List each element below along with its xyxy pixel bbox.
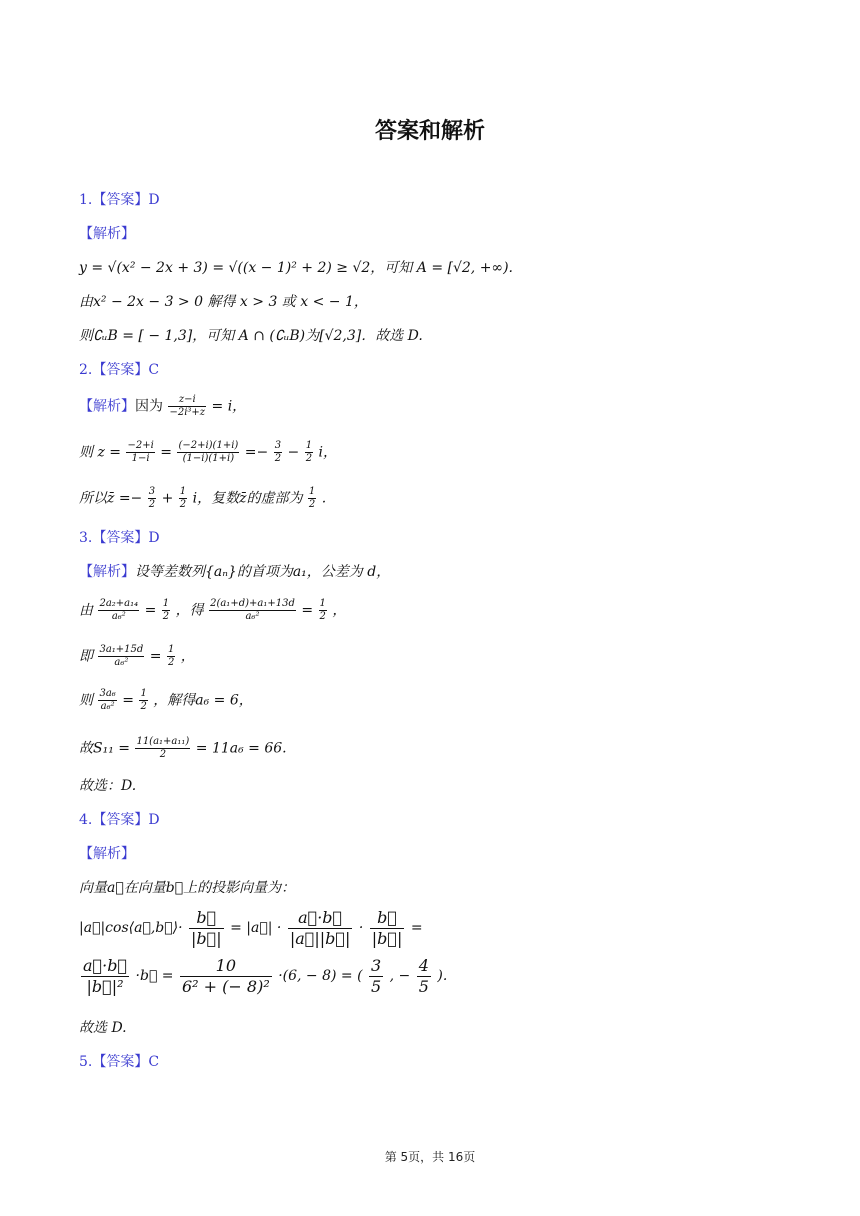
text: ，解得a₆ = 6， [153,692,253,709]
denominator: 2 [274,453,282,464]
numerator: 1 [305,440,313,451]
numerator: b⃗ [370,908,405,929]
denominator: −2i³+z [169,407,206,418]
q4-line-3 [79,954,447,998]
numerator: a⃗·b⃗ [83,955,128,975]
q3-line-4 [79,688,253,713]
fraction [179,486,187,511]
denominator: 6² + (− 8)² [181,976,270,996]
text: = [160,444,172,461]
fraction [189,908,224,949]
text: = |a⃗| · [230,920,282,936]
denominator: |a⃗||b⃗| [289,928,351,948]
numerator: 1 [140,688,147,699]
text: . [321,490,327,507]
fraction [180,956,272,997]
denominator: |b⃗| [371,928,403,948]
text: ·(6, − 8) = ( [278,968,363,984]
numerator: 1 [308,486,316,497]
text: ·b⃗ = [135,968,174,984]
numerator: 11(a₁+a₁₁) [136,736,190,747]
fraction [305,440,313,465]
q2-analysis-label: 【解析】 [79,398,135,415]
text: 故S₁₁ = [79,740,130,757]
fraction [81,956,129,997]
q1-line-3: 则∁ᵤB = [ − 1,3]，可知 A ∩ (∁ᵤB)为[√2,3]．故选 D. [79,328,423,344]
q1-line-1: y = √(x² − 2x + 3) = √((x − 1)² + 2) ≥ √2，可知 A = [√2, +∞). [79,260,513,276]
q1-line-2: 由x² − 2x − 3 > 0 解得 x > 3 或 x < − 1， [79,294,368,310]
text: |a⃗|cos⟨a⃗,b⃗⟩· [79,920,183,936]
numerator: 4 [418,955,429,975]
numerator: 3 [274,440,282,451]
text: 即 [79,648,93,665]
numerator: 3 [148,486,156,497]
text: = i， [211,398,247,415]
text: 设等差数列{aₙ}的首项为a₁，公差为 d， [135,564,391,580]
denominator: a₆² [111,611,126,622]
text: i， [318,444,338,461]
fraction [126,440,154,465]
fraction [167,644,175,669]
denominator: 2 [167,657,175,668]
numerator: 1 [179,486,187,497]
denominator: 5 [371,976,382,996]
fraction [98,644,144,669]
fraction [148,486,156,511]
text: =− [244,444,269,461]
fraction [98,598,139,623]
numerator: −2+i [127,440,154,451]
text: · [358,920,364,936]
q2-answer: 2.【答案】C [79,362,160,378]
q2-line-1 [79,394,246,419]
denominator: 2 [319,611,326,622]
q3-line-3 [79,644,195,669]
fraction [168,394,206,419]
q4-line-1: 向量a⃗在向量b⃗上的投影向量为： [79,880,296,896]
text: , − [389,968,411,984]
text: 所以z̄ =− [79,490,143,507]
text: = [149,648,162,665]
fraction [98,688,116,713]
numerator: 1 [162,598,170,609]
text: = 11a₆ = 66. [195,740,287,757]
fraction [319,598,327,623]
denominator: 2 [179,499,187,510]
q3-analysis-label: 【解析】 [79,564,135,580]
q4-line-2 [79,906,423,950]
fraction [209,598,296,623]
denominator: 2 [305,453,313,464]
numerator: 3a₁+15d [99,644,144,655]
text: = [301,602,314,619]
text: − [287,444,300,461]
numerator: 1 [167,644,175,655]
denominator: 5 [418,976,429,996]
denominator: (1−i)(1+i) [182,453,235,464]
text: 则 [79,692,93,709]
fraction [417,956,431,997]
fraction [274,440,282,465]
denominator: 2 [140,701,147,712]
text: i，复数z̄的虚部为 [192,490,303,507]
fraction [370,908,405,949]
numerator: a⃗·b⃗ [288,908,353,929]
text: ， [180,648,195,665]
numerator: 3a₆ [99,688,116,699]
denominator: |b⃗|² [86,976,124,996]
q1-answer: 1.【答案】D [79,192,160,208]
q2-line-2 [79,440,337,465]
q3-line-2 [79,598,346,623]
fraction [139,688,147,713]
text: = [410,920,423,936]
numerator: 2(a₁+d)+a₁+13d [210,598,295,609]
q4-line-4: 故选 D. [79,1020,127,1036]
denominator: 2 [162,611,170,622]
text: = [144,602,157,619]
page-title: 答案和解析 [374,119,485,144]
q3-line-5 [79,736,287,761]
text: 则 z = [79,444,122,461]
denominator: |b⃗| [191,928,222,948]
text: ). [437,968,448,984]
numerator: z−i [168,394,206,407]
denominator: 2 [148,499,156,510]
fraction [288,908,353,949]
page-footer: 第 5页，共 16页 [384,1150,476,1164]
text: = [122,692,134,709]
text: + [161,490,174,507]
fraction [177,440,239,465]
q4-answer: 4.【答案】D [79,812,160,828]
denominator: 2 [159,749,167,760]
q4-analysis-label: 【解析】 [79,846,135,862]
q5-answer: 5.【答案】C [79,1054,160,1070]
denominator: 1−i [131,453,150,464]
text: ， [332,602,347,619]
denominator: a₆² [114,657,129,668]
q3-answer: 3.【答案】D [79,530,160,546]
fraction [162,598,170,623]
text: 由 [79,602,93,619]
q3-line-1 [79,562,390,582]
denominator: 2 [308,499,316,510]
q2-line-3 [79,486,326,511]
denominator: a₆² [100,701,115,712]
fraction [308,486,316,511]
numerator: 3 [371,955,382,975]
text: 因为 [135,398,163,415]
fraction [135,736,190,761]
fraction [369,956,383,997]
denominator: a₆² [245,611,260,622]
text: ，得 [175,602,204,619]
numerator: 2a₂+a₁₄ [99,598,139,609]
numerator: 10 [180,956,272,977]
numerator: 1 [319,598,326,609]
numerator: b⃗ [189,908,224,929]
q3-line-6: 故选：D. [79,778,137,794]
numerator: (−2+i)(1+i) [178,440,239,451]
q1-analysis-label: 【解析】 [79,226,135,242]
